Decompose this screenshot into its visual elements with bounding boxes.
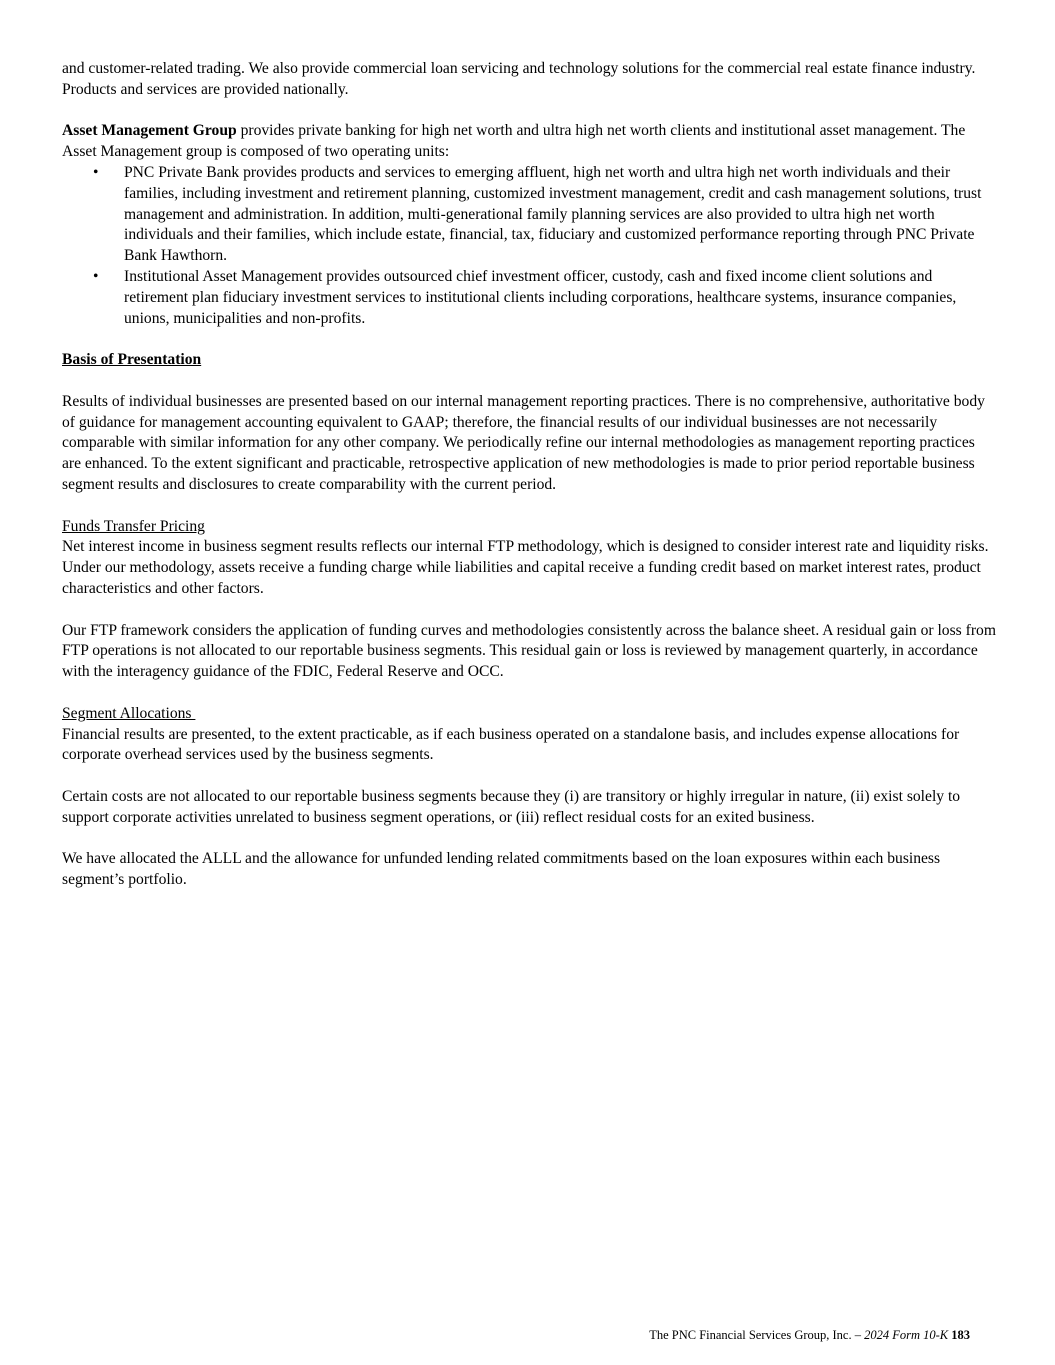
footer-form: 2024 Form 10-K — [864, 1328, 949, 1342]
asset-management-units-list — [62, 163, 997, 329]
spacer — [62, 600, 997, 621]
intro-continuation-paragraph: and customer-related trading. We also provide commercial loan servicing and technology solutions for the commercial real estate finance industry. Products and services are provided nationally. — [62, 60, 976, 98]
spacer — [62, 828, 997, 849]
list-item-text: PNC Private Bank provides products and services to emerging affluent, high net worth and ultra high net worth individuals and their families, including investment and retirement planning, customized investment management, credit and cash management solutions, trust management and administration. In addition, multi-generational family planning services are also provided to ultra high net worth individuals and their families, which include estate, financial, tax, fiduciary and customized performance reporting through PNC Private Bank Hawthorn. — [124, 163, 982, 265]
ftp-paragraph-2: Our FTP framework considers the application of funding curves and methodologies consistently across the balance sheet. A residual gain or loss from FTP operations is not allocated to our reportable business segments. This residual gain or loss is reviewed by management quarterly, in accordance with the interagency guidance of the FDIC, Federal Reserve and OCC. — [62, 621, 996, 681]
funds-transfer-pricing-heading: Funds Transfer Pricing — [62, 517, 205, 535]
spacer — [62, 683, 997, 704]
list-item — [93, 267, 997, 329]
asset-management-paragraph — [62, 121, 997, 163]
spacer — [62, 496, 997, 517]
asset-management-heading: Asset Management Group — [62, 122, 237, 140]
ftp-paragraph-1: Net interest income in business segment results reflects our internal FTP methodology, which is designed to consider interest rate and liquidity risks. Under our methodology, assets receive a funding charge while liabilities and capital receive a funding credit based on market interest rates, product characteristics and other factors. — [62, 538, 989, 597]
spacer — [62, 371, 997, 392]
basis-of-presentation-heading: Basis of Presentation — [62, 351, 202, 369]
basis-paragraph: Results of individual businesses are presented based on our internal management reporting practices. There is no comprehensive, authoritative body of guidance for management accounting equivalent to GAAP; therefore, the financial results of our individual businesses are not necessarily comparable with similar information for any other company. We periodically refine our internal methodologies as management reporting practices are enhanced. To the extent significant and practicable, retrospective application of new methodologies is made to prior period reportable business segment results and disclosures to create comparability with the current period. — [62, 392, 985, 493]
segment-allocations-paragraph-2: Certain costs are not allocated to our reportable business segments because they (i) are transitory or highly irregular in nature, (ii) exist solely to support corporate activities unrelated to business segment operations, or (iii) reflect residual costs for an exited business. — [62, 787, 961, 826]
asset-management-text: provides private banking for high net worth and ultra high net worth clients and institutional asset management. The Asset Management group is composed of two operating units: — [62, 122, 966, 161]
segment-allocations-paragraph-3: We have allocated the ALLL and the allowance for unfunded lending related commitments based on the loan exposures within each business segment’s portfolio. — [62, 850, 941, 889]
document-page — [62, 59, 997, 891]
bullet-icon: • — [93, 163, 99, 181]
page-footer — [0, 1327, 970, 1343]
list-item-text: Institutional Asset Management provides outsourced chief investment officer, custody, cash and fixed income client solutions and retirement plan fiduciary investment services to institutional clients including corporations, healthcare systems, insurance companies, unions, municipalities and non-profits. — [124, 267, 957, 327]
spacer — [62, 329, 997, 350]
list-item — [93, 163, 997, 267]
bullet-icon: • — [93, 267, 99, 285]
segment-allocations-paragraph-1: Financial results are presented, to the extent practicable, as if each business operated on a standalone basis, and includes expense allocations for corporate overhead services used by the business segments. — [62, 725, 960, 764]
spacer — [62, 101, 997, 122]
page-number: 183 — [951, 1328, 970, 1342]
footer-company: The PNC Financial Services Group, Inc. – — [649, 1328, 865, 1342]
segment-allocations-heading: Segment Allocations — [62, 704, 196, 722]
spacer — [62, 766, 997, 787]
